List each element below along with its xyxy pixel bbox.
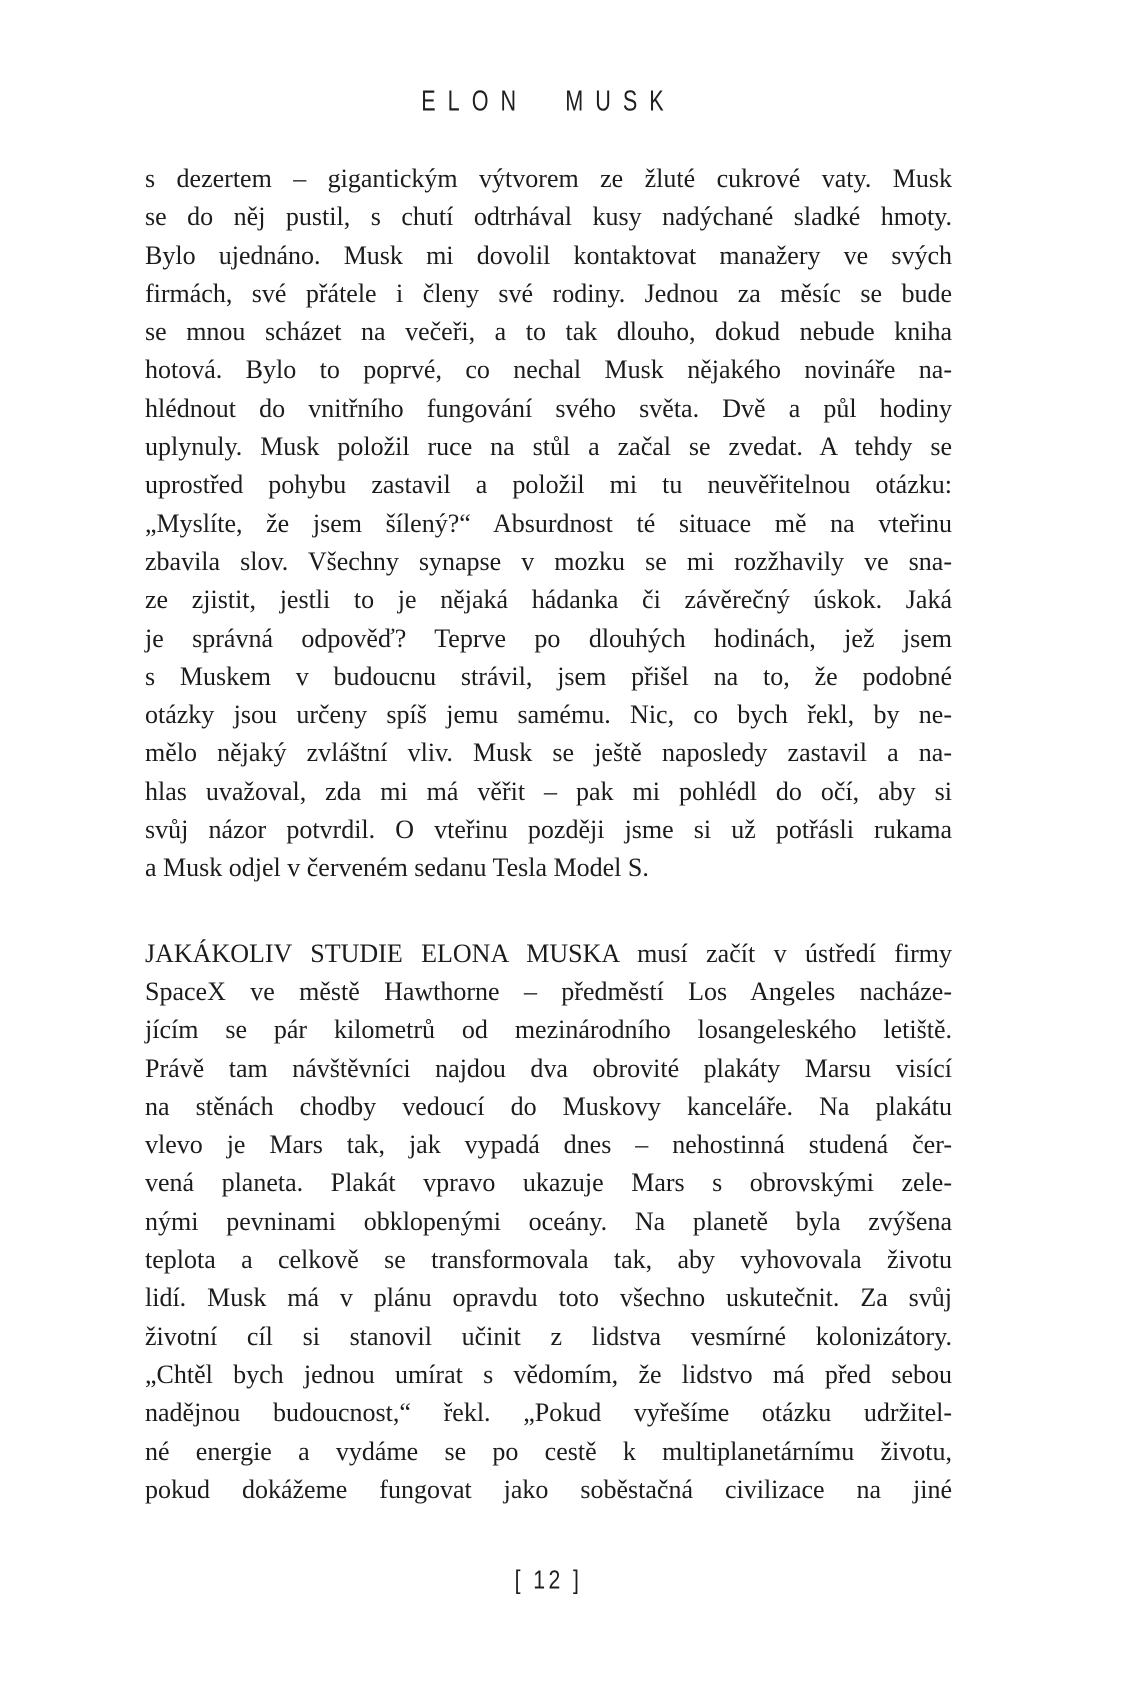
text-line: s dezertem – gigantickým výtvorem ze žluté cukrové vaty. Musk <box>145 164 952 193</box>
text-line: „Chtěl bych jednou umírat s vědomím, že lidstvo má před sebou <box>145 1359 952 1389</box>
text-line: zbavila slov. Všechny synapse v mozku se mi rozžhavily ve sna- <box>145 546 952 576</box>
text-line: JAKÁKOLIV STUDIE ELONA MUSKA musí začít v ústředí firmy <box>145 938 952 968</box>
paragraph-2 <box>145 935 952 1509</box>
text-line: s Muskem v budoucnu strávil, jsem přišel na to, že podobné <box>145 661 952 691</box>
text-line: se do něj pustil, s chutí odtrhával kusy nadýchané sladké hmoty. <box>145 202 952 232</box>
text-line: vená planeta. Plakát vpravo ukazuje Mars s obrovskými zele- <box>145 1168 952 1198</box>
text-line: nadějnou budoucnost,“ řekl. „Pokud vyřešíme otázku udržitel- <box>145 1398 952 1428</box>
text-line: teplota a celkově se transformovala tak, aby vyhovovala životu <box>145 1245 952 1275</box>
text-line: uprostřed pohybu zastavil a položil mi tu neuvěřitelnou otázku: <box>145 470 952 500</box>
page-number: [ 12 ] <box>514 1565 583 1595</box>
text-line: hlas uvažoval, zda mi má věřit – pak mi pohlédl do očí, aby si <box>145 776 952 806</box>
paragraph-1 <box>145 160 952 888</box>
text-line: životní cíl si stanovil učinit z lidstva vesmírné kolonizátory. <box>145 1321 952 1351</box>
text-line: mělo nějaký zvláštní vliv. Musk se ještě naposledy zastavil a na- <box>145 738 952 768</box>
text-line: jícím se pár kilometrů od mezinárodního losangeleského letiště. <box>145 1015 952 1045</box>
text-line: je správná odpověď? Teprve po dlouhých hodinách, jež jsem <box>145 623 952 653</box>
text-line: nými pevninami obklopenými oceány. Na planetě byla zvýšena <box>145 1206 952 1236</box>
text-line: né energie a vydáme se po cestě k multiplanetárnímu životu, <box>145 1436 952 1466</box>
text-line: Bylo ujednáno. Musk mi dovolil kontaktovat manažery ve svých <box>145 240 952 270</box>
running-header: ELON MUSK <box>421 85 676 117</box>
text-line: uplynuly. Musk položil ruce na stůl a začal se zvedat. A tehdy se <box>145 432 952 462</box>
text-line: ze zjistit, jestli to je nějaká hádanka či závěrečný úskok. Jaká <box>145 585 952 615</box>
text-line: se mnou scházet na večeři, a to tak dlouho, dokud nebude kniha <box>145 317 952 347</box>
body-text <box>145 160 952 1509</box>
text-line: lidí. Musk má v plánu opravdu toto všechno uskutečnit. Za svůj <box>145 1283 952 1313</box>
text-line: hlédnout do vnitřního fungování svého světa. Dvě a půl hodiny <box>145 393 952 423</box>
text-line: firmách, své přátele i členy své rodiny. Jednou za měsíc se bude <box>145 278 952 308</box>
text-line: Právě tam návštěvníci najdou dva obrovité plakáty Marsu visící <box>145 1053 952 1083</box>
text-line: vlevo je Mars tak, jak vypadá dnes – nehostinná studená čer- <box>145 1130 952 1160</box>
text-line: „Myslíte, že jsem šílený?“ Absurdnost té situace mě na vteřinu <box>145 508 952 538</box>
text-line: SpaceX ve městě Hawthorne – předměstí Los Angeles nacháze- <box>145 976 952 1006</box>
text-line: hotová. Bylo to poprvé, co nechal Musk nějakého novináře na- <box>145 355 952 385</box>
text-line: na stěnách chodby vedoucí do Muskovy kanceláře. Na plakátu <box>145 1091 952 1121</box>
text-line: otázky jsou určeny spíš jemu samému. Nic, co bych řekl, by ne- <box>145 700 952 730</box>
text-line: a Musk odjel v červeném sedanu Tesla Model S. <box>145 853 649 883</box>
text-line: pokud dokážeme fungovat jako soběstačná civilizace na jiné <box>145 1474 952 1504</box>
text-line: svůj názor potvrdil. O vteřinu později jsme si už potřásli rukama <box>145 815 952 845</box>
